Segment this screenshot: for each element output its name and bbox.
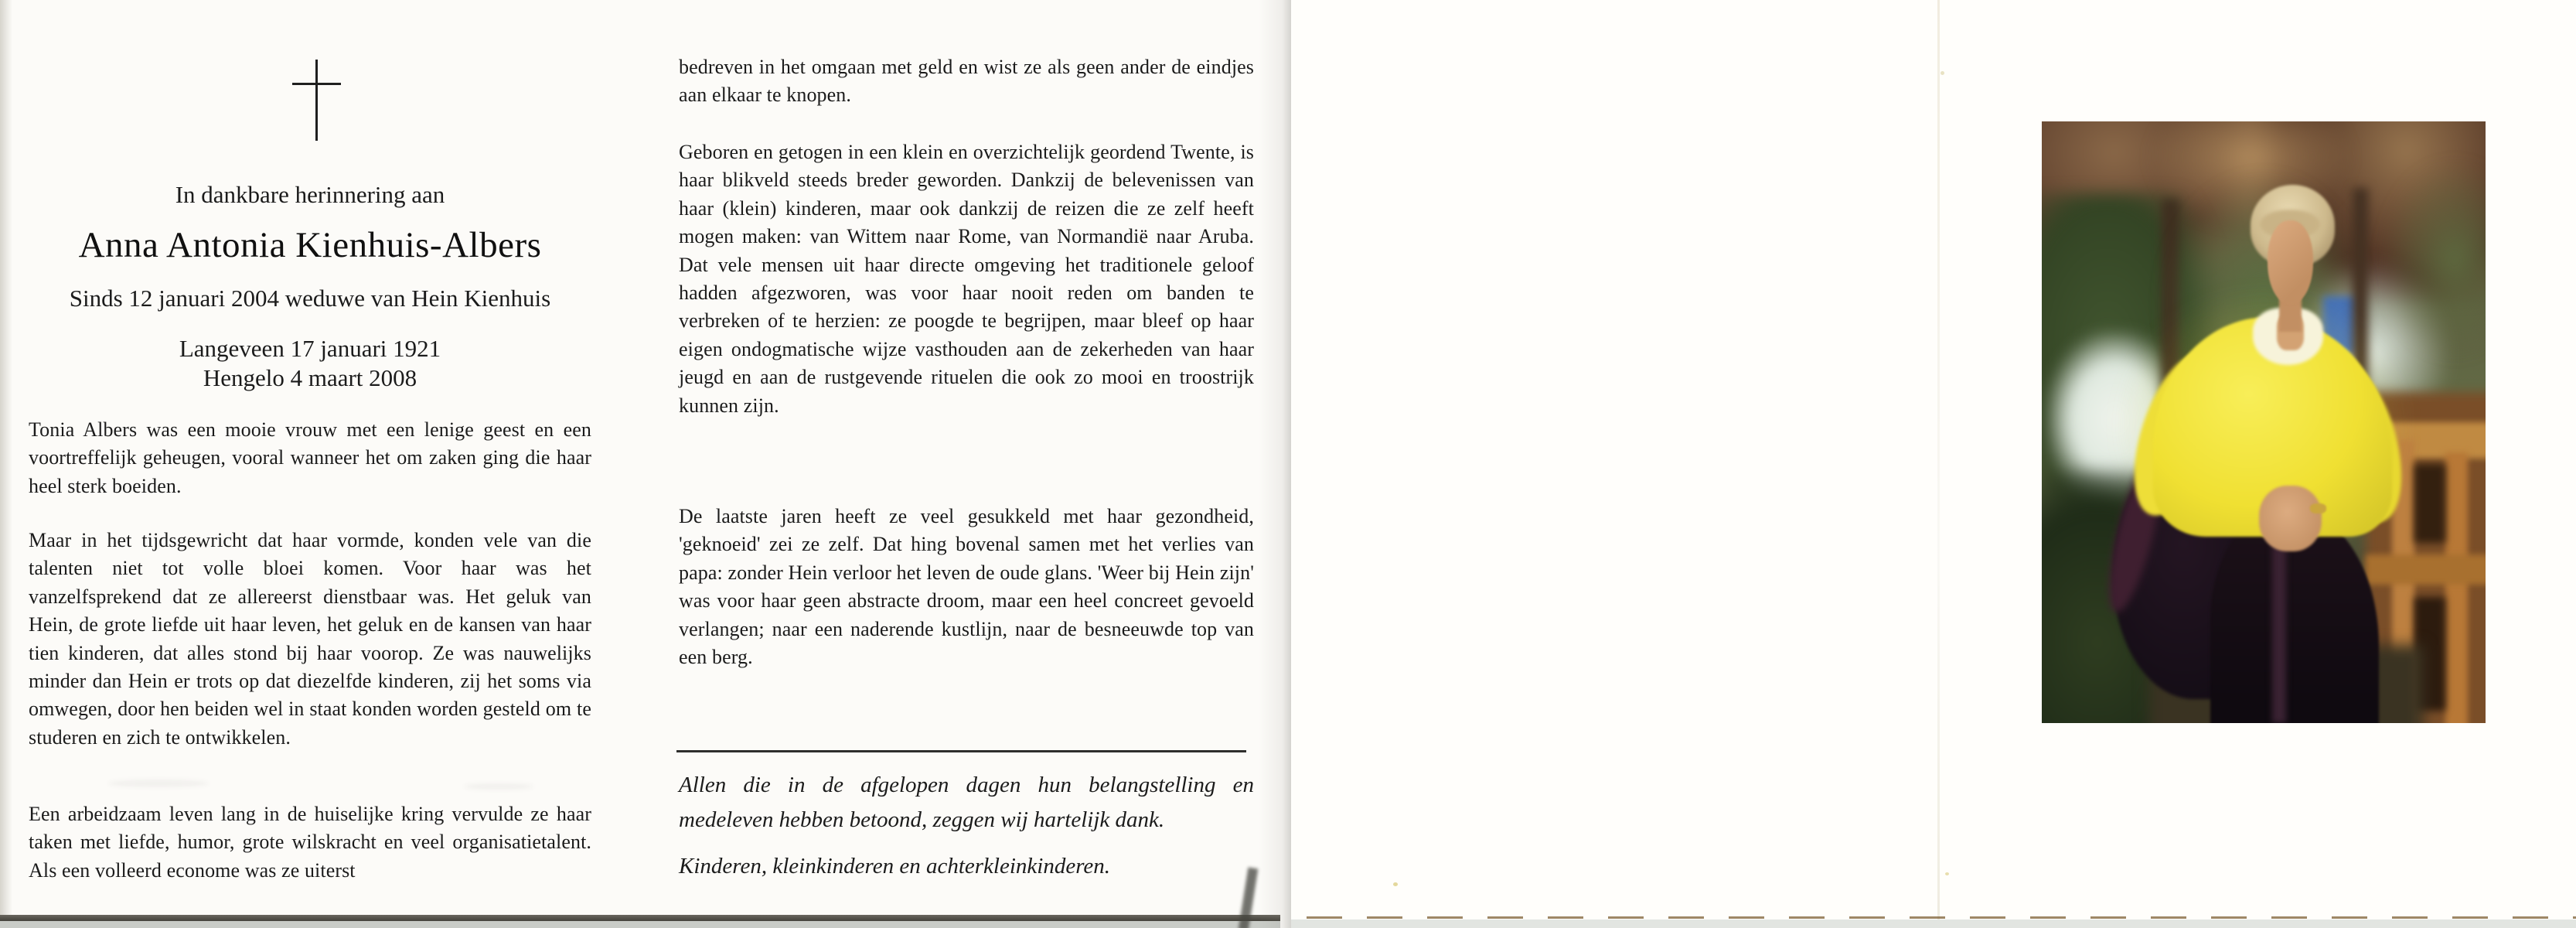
biography-paragraph: Geboren en getogen in een klein en overzichtelijk geordend Twente, is haar blikveld steeds breder geworden. Dankzij de belevenissen van haar (klein) kinderen, maar ook dankzij de reizen die ze zelf heeft mogen maken: van Wittem naar Rome, van Normandië naar Aruba. Dat vele mensen uit haar directe omgeving het traditionele geloof hadden afgezworen, was voor haar nooit reden om banden te verbreken of te herzien: ze poogde te begrijpen, maar bleef op haar eigen ondogmatische wijze vasthouden aan de zekerheden van haar jeugd en aan de rustgevende rituelen die ook zo mooi en troostrijk kunnen zijn. (679, 141, 1254, 417)
remembrance-heading: In dankbare herinnering aan (175, 181, 445, 208)
scan-bottom-dashed-edge (1307, 916, 2576, 919)
deceased-name: Anna Antonia Kienhuis-Albers (78, 225, 542, 265)
scan-bottom-edge (0, 915, 1280, 921)
cover-page (1291, 0, 2576, 928)
photo-gold-bracelet (2310, 503, 2326, 513)
biography-paragraph: bedreven in het omgaan met geld en wist ze als geen ander de eindjes aan elkaar te knopen. (679, 56, 1254, 107)
birth-death-dates (29, 334, 591, 393)
scan-edge-shadow (0, 0, 12, 928)
horizontal-divider (676, 750, 1246, 752)
cross-icon (292, 60, 341, 141)
biography-paragraph: Tonia Albers was een mooie vrouw met een lenige geest en een voortreffelijk geheugen, vooral wanneer het om zaken ging die haar heel sterk boeiden. (29, 418, 591, 497)
birth-place-date: Langeveen 17 januari 1921 (179, 335, 441, 362)
photo-clasped-hands (2259, 486, 2321, 552)
cover-crease-line (1937, 0, 1940, 928)
photo-structure-shadow (2414, 464, 2445, 542)
scan-smudge (464, 783, 533, 790)
photo-face (2268, 220, 2314, 305)
photo-wood-post (2445, 452, 2468, 723)
scan-bottom-strip (0, 921, 1280, 928)
death-place-date: Hengelo 4 maart 2008 (203, 364, 417, 391)
acknowledgement-text: Allen die in de afgelopen dagen hun belangstelling en medeleven hebben betoond, zeggen wij hartelijk dank. (679, 773, 1254, 832)
biography-paragraph: De laatste jaren heeft ze veel gesukkeld met haar gezondheid, 'geknoeid' zei ze zelf. Dat hing bovenal samen met het verlies van papa: zonder Hein verloor het leven de oude glans. 'Weer bij Hein zijn' was voor haar geen abstracte droom, maar een heel concreet gevoeld verlangen; naar een naderende kustlijn, naar de besneeuwde top van een berg. (679, 505, 1254, 669)
signature-line: Kinderen, kleinkinderen en achterkleinkinderen. (679, 854, 1111, 879)
scan-bottom-strip (1291, 919, 2576, 928)
dust-speck (1393, 882, 1398, 886)
biography-paragraph: Maar in het tijdsgewricht dat haar vormde, konden vele van die talenten niet tot volle bloei komen. Voor haar was het vanzelfsprekend dat ze allereerst dienstbaar was. Het geluk van Hein, de grote liefde uit haar leven, het geluk en de kansen van haar tien kinderen, dat alles stond bij haar voorop. Ze was nauwelijks minder dan Hein er trots op dat diezelfde kinderen, zij het soms via omwegen, door hen beiden wel in staat konden worden gesteld om te studeren en zich te ontwikkelen. (29, 529, 591, 749)
dust-speck (1945, 872, 1949, 875)
portrait-photo (2042, 121, 2486, 723)
photo-skirt-fold (2272, 543, 2285, 723)
scan-smudge (108, 780, 209, 787)
widow-line: Sinds 12 januari 2004 weduwe van Hein Kienhuis (69, 285, 551, 312)
inner-text-column-2 (679, 0, 1254, 928)
biography-paragraph: Een arbeidzaam leven lang in de huiselijke kring vervulde ze haar taken met liefde, humor, grote wilskracht en veel organisatietalent. Als een volleerd econome was ze uiterst (29, 803, 591, 882)
dust-speck (1941, 71, 1944, 75)
